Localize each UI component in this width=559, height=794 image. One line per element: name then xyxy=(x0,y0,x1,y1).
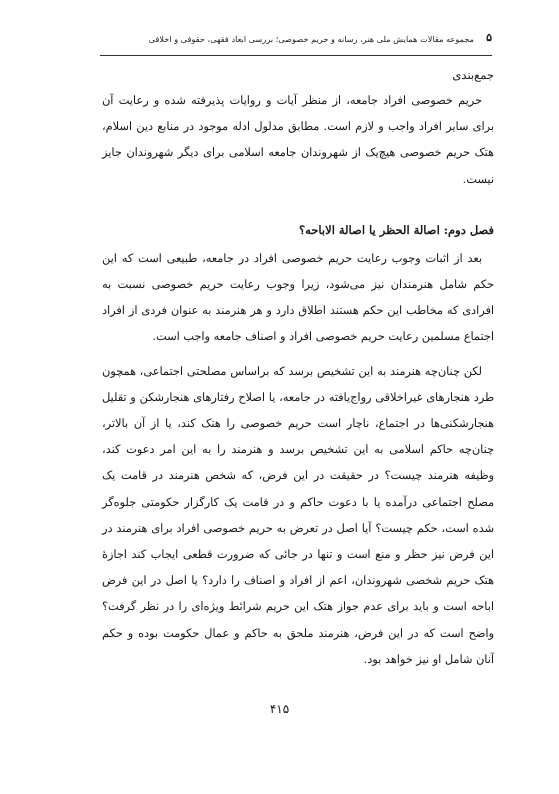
running-head xyxy=(100,28,492,56)
page-number: ۴۱۵ xyxy=(269,702,290,716)
paragraph-body-1: بعد از اثبات وجوب رعایت حریم خصوصی افراد در جامعه، طبیعی است که این حکم شامل هنرمندان نیز می‌شود، زیرا وجوب رعایت حریم خصوصی نسبت به افرادی که مخاطب این حکم هستند اطلاق دارد و هر هنرمند به عنوان فردی از افراد اجتماع مسلمین رعایت حریم خصوصی افراد و اصناف جامعه واجب است. xyxy=(102,251,494,344)
running-head-title: مجموعه مقالات همایش ملی هنر، رسانه و حریم خصوصی؛ بررسی ابعاد فقهی، حقوقی و اخلاقی xyxy=(148,34,474,44)
paragraph-spacer xyxy=(102,351,494,359)
running-head-number: ۵ xyxy=(486,31,492,44)
paragraph-summary: حریم خصوصی افراد جامعه، از منظر آیات و روایات پذیرفته شده و رعایت آن برای سایر افراد واجب و لازم است. مطابق مدلول ادله موجود در منابع دین اسلام، هتک حریم خصوصی هیچ‌یک از شهروندان جامعه اسلامی برای دیگر شهروندان جایز نیست. xyxy=(102,94,494,186)
section-spacer xyxy=(102,193,494,220)
section-heading-chapter-two: فصل دوم: اصالة الحظر یا اصالة الاباحه؟ xyxy=(299,222,494,237)
section-heading-summary: جمع‌بندی xyxy=(452,68,494,82)
paragraph-body-2: لکن چنان‌چه هنرمند به این تشخیص برسد که براساس مصلحتی اجتماعی، همچون طرد هنجارهای غیراخلاقی رواج‌یافته در جامعه، یا اصلاح رفتارهای هنجارشکن و تقلیل هنجارشکنی‌ها در اجتماع، ناچار است حریم خصوصی را هتک کند، یا از آن بالاتر، چنان‌چه حاکم اسلامی به این تشخیص برسد و هنرمند را به این امر دعوت کند، وظیفه هنرمند چیست؟ در حقیقت در این فرض، که شخص هنرمند در قامت یک مصلح اجتماعی درآمده یا با دعوت حاکم و در قامت یک کارگزار حکومتی جلوه‌گر شده است، حکم چیست؟ آیا اصل در تعرض به حریم خصوصی افراد برای هنرمند در این فرض نیز حظر و منع است و تنها در جائی که ضرورت قطعی ایجاب کند اجازهٔ هتک حریم شخصی شهروندان، اعم از افراد و اصناف را دارد؟ یا اصل در این فرض اباحه است و باید برای عدم جواز هتک این حریم شرائط ویژه‌ای را در نظر گرفت؟ واضح است که در این فرض، هنرمند ملحق به حاکم و عمال حکومت بوده و حکم آنان شامل او نیز خواهد بود. xyxy=(102,364,494,666)
page-body xyxy=(102,65,494,673)
